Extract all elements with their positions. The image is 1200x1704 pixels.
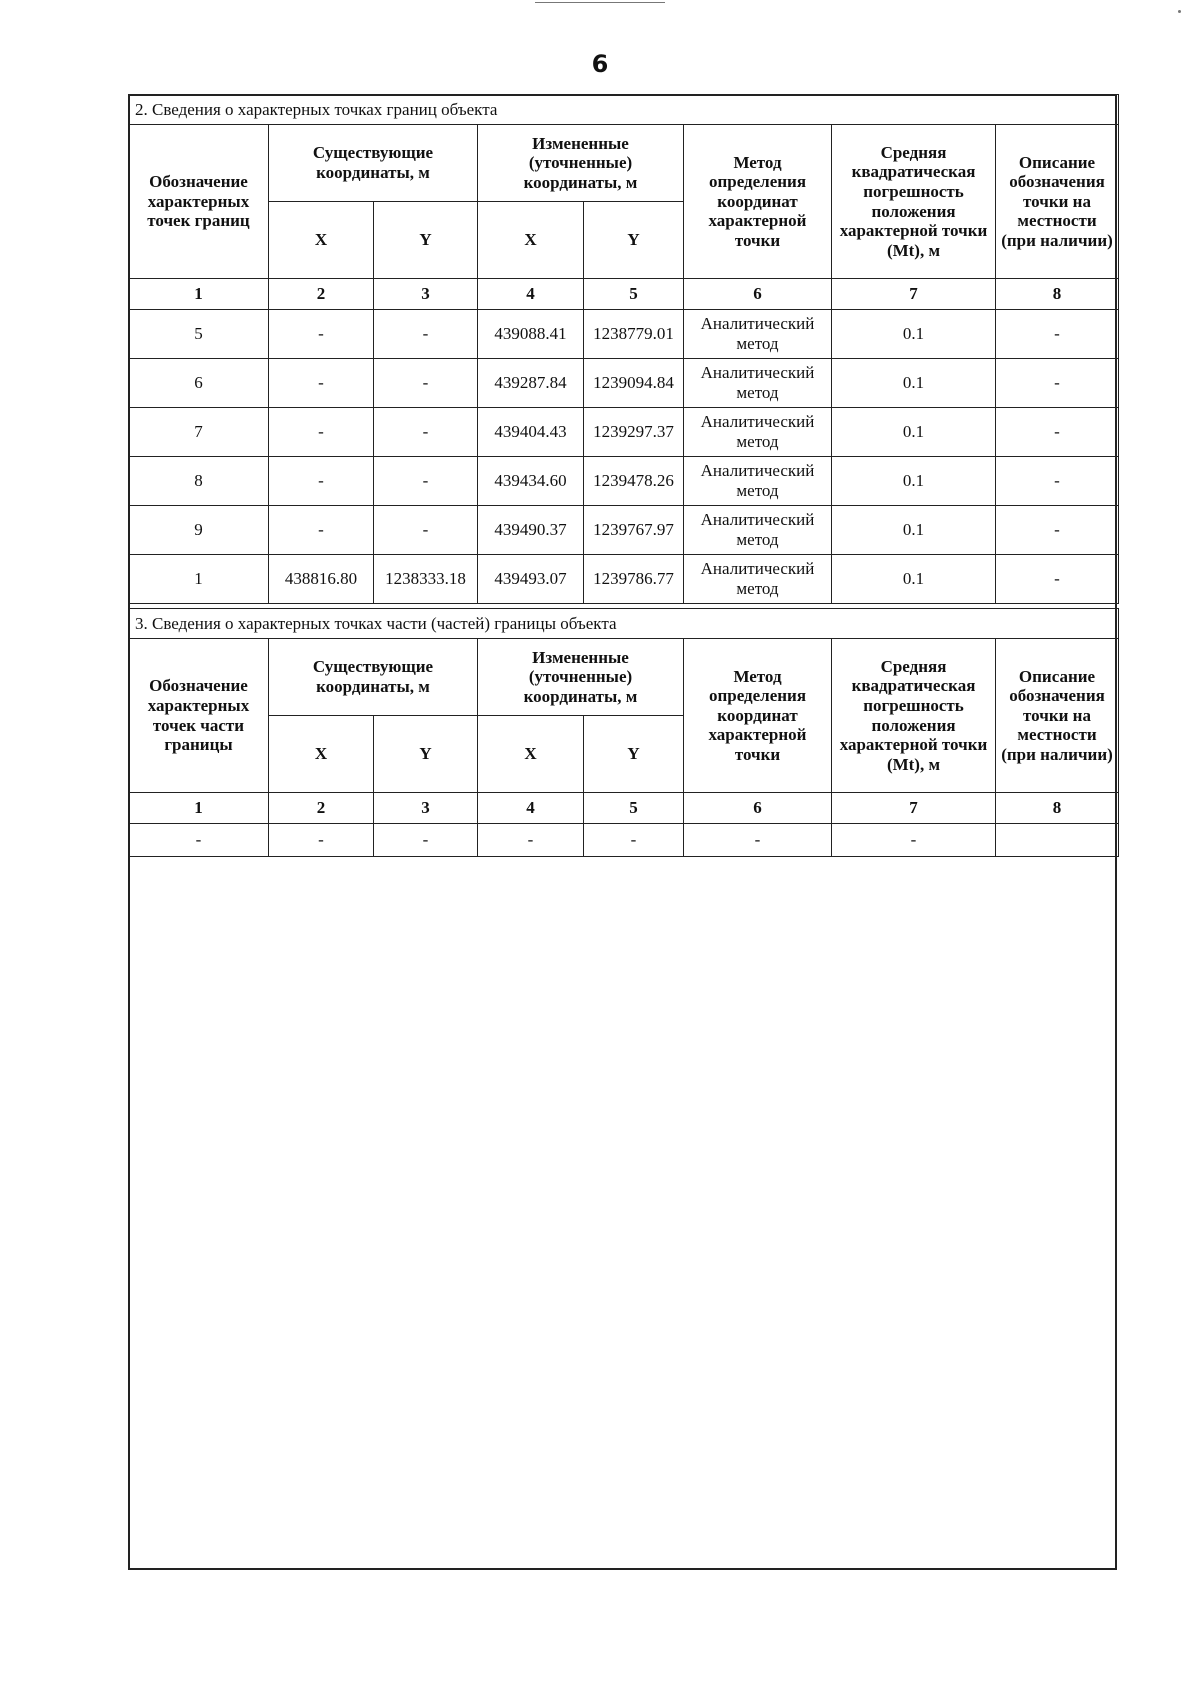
changed-x: 439287.84 (478, 359, 584, 408)
existing-y: - (374, 408, 478, 457)
header-existing-x: X (269, 716, 374, 793)
method-line-2: метод (736, 334, 779, 353)
column-number: 1 (129, 279, 269, 310)
table-row (129, 824, 1119, 857)
column-number: 1 (129, 793, 269, 824)
section2-header-row (129, 125, 1119, 202)
method-line-1: Аналитический (700, 412, 815, 432)
header-designation: Обозначение характерных точек границ (129, 125, 269, 279)
point-id: 5 (129, 310, 269, 359)
existing-x: - (269, 408, 374, 457)
changed-y: 1238779.01 (584, 310, 684, 359)
error: 0.1 (832, 457, 996, 506)
changed-y: 1239094.84 (584, 359, 684, 408)
column-number: 3 (374, 279, 478, 310)
header-existing-coords: Существующие координаты, м (269, 639, 478, 716)
error: 0.1 (832, 408, 996, 457)
changed-x: 439088.41 (478, 310, 584, 359)
error: - (832, 824, 996, 857)
section3-column-numbers (129, 793, 1119, 824)
changed-y: 1239786.77 (584, 555, 684, 604)
changed-y: 1239767.97 (584, 506, 684, 555)
header-designation: Обозначение характерных точек части границы (129, 639, 269, 793)
method-line-2: метод (736, 383, 779, 402)
method (684, 408, 832, 457)
existing-x: - (269, 824, 374, 857)
changed-y: 1239478.26 (584, 457, 684, 506)
method-line-1: Аналитический (700, 510, 815, 530)
table-row (129, 506, 1119, 555)
changed-x: 439493.07 (478, 555, 584, 604)
header-error: Средняя квадратическая погрешность положения характерной точки (Mt), м (832, 125, 996, 279)
method: - (684, 824, 832, 857)
existing-y: - (374, 506, 478, 555)
existing-y: - (374, 359, 478, 408)
column-number: 7 (832, 793, 996, 824)
method-line-2: метод (736, 481, 779, 500)
table-row (129, 359, 1119, 408)
section2-title: 2. Сведения о характерных точках границ объекта (129, 95, 1119, 125)
column-number: 5 (584, 793, 684, 824)
error: 0.1 (832, 310, 996, 359)
header-method: Метод определения координат характерной точки (684, 125, 832, 279)
changed-x: 439434.60 (478, 457, 584, 506)
header-existing-coords: Существующие координаты, м (269, 125, 478, 202)
section2-title-row (129, 95, 1119, 125)
method (684, 555, 832, 604)
description: - (996, 408, 1119, 457)
section3-title: 3. Сведения о характерных точках части (частей) границы объекта (129, 609, 1119, 639)
method-line-1: Аналитический (700, 314, 815, 334)
column-number: 3 (374, 793, 478, 824)
header-changed-x: X (478, 716, 584, 793)
column-number: 8 (996, 279, 1119, 310)
header-changed-y: Y (584, 202, 684, 279)
method (684, 457, 832, 506)
existing-x: - (269, 506, 374, 555)
point-id: 9 (129, 506, 269, 555)
scan-artifact (1178, 10, 1181, 13)
column-number: 7 (832, 279, 996, 310)
section3-header-row (129, 639, 1119, 716)
header-error: Средняя квадратическая погрешность положения характерной точки (Mt), м (832, 639, 996, 793)
page-number: 6 (591, 50, 609, 78)
changed-y: - (584, 824, 684, 857)
column-number: 4 (478, 793, 584, 824)
scan-artifact (535, 2, 665, 3)
section2-table (128, 94, 1119, 604)
method-line-1: Аналитический (700, 363, 815, 383)
description (996, 824, 1119, 857)
description: - (996, 310, 1119, 359)
method (684, 506, 832, 555)
changed-x: 439404.43 (478, 408, 584, 457)
header-description: Описание обозначения точки на местности (при наличии) (996, 125, 1119, 279)
column-number: 8 (996, 793, 1119, 824)
method (684, 359, 832, 408)
table-row (129, 408, 1119, 457)
section3-title-row (129, 609, 1119, 639)
column-number: 6 (684, 793, 832, 824)
point-id: 1 (129, 555, 269, 604)
changed-x: - (478, 824, 584, 857)
existing-y: - (374, 824, 478, 857)
existing-y: 1238333.18 (374, 555, 478, 604)
header-method: Метод определения координат характерной точки (684, 639, 832, 793)
existing-x: - (269, 310, 374, 359)
column-number: 2 (269, 279, 374, 310)
existing-y: - (374, 457, 478, 506)
description: - (996, 457, 1119, 506)
method-line-2: метод (736, 579, 779, 598)
column-number: 6 (684, 279, 832, 310)
description: - (996, 359, 1119, 408)
header-changed-coords: Измененные (уточненные) координаты, м (478, 125, 684, 202)
point-id: - (129, 824, 269, 857)
section2-column-numbers (129, 279, 1119, 310)
point-id: 6 (129, 359, 269, 408)
error: 0.1 (832, 359, 996, 408)
method-line-1: Аналитический (700, 559, 815, 579)
point-id: 8 (129, 457, 269, 506)
description: - (996, 555, 1119, 604)
existing-x: 438816.80 (269, 555, 374, 604)
column-number: 2 (269, 793, 374, 824)
error: 0.1 (832, 506, 996, 555)
point-id: 7 (129, 408, 269, 457)
column-number: 5 (584, 279, 684, 310)
changed-y: 1239297.37 (584, 408, 684, 457)
method-line-2: метод (736, 432, 779, 451)
method-line-1: Аналитический (700, 461, 815, 481)
header-existing-y: Y (374, 202, 478, 279)
table-row (129, 457, 1119, 506)
table-row (129, 555, 1119, 604)
changed-x: 439490.37 (478, 506, 584, 555)
header-changed-coords: Измененные (уточненные) координаты, м (478, 639, 684, 716)
method-line-2: метод (736, 530, 779, 549)
column-number: 4 (478, 279, 584, 310)
header-changed-y: Y (584, 716, 684, 793)
existing-x: - (269, 457, 374, 506)
section3-table (128, 608, 1119, 857)
header-existing-x: X (269, 202, 374, 279)
description: - (996, 506, 1119, 555)
existing-x: - (269, 359, 374, 408)
header-changed-x: X (478, 202, 584, 279)
error: 0.1 (832, 555, 996, 604)
existing-y: - (374, 310, 478, 359)
method (684, 310, 832, 359)
table-row (129, 310, 1119, 359)
header-existing-y: Y (374, 716, 478, 793)
header-description: Описание обозначения точки на местности (при наличии) (996, 639, 1119, 793)
